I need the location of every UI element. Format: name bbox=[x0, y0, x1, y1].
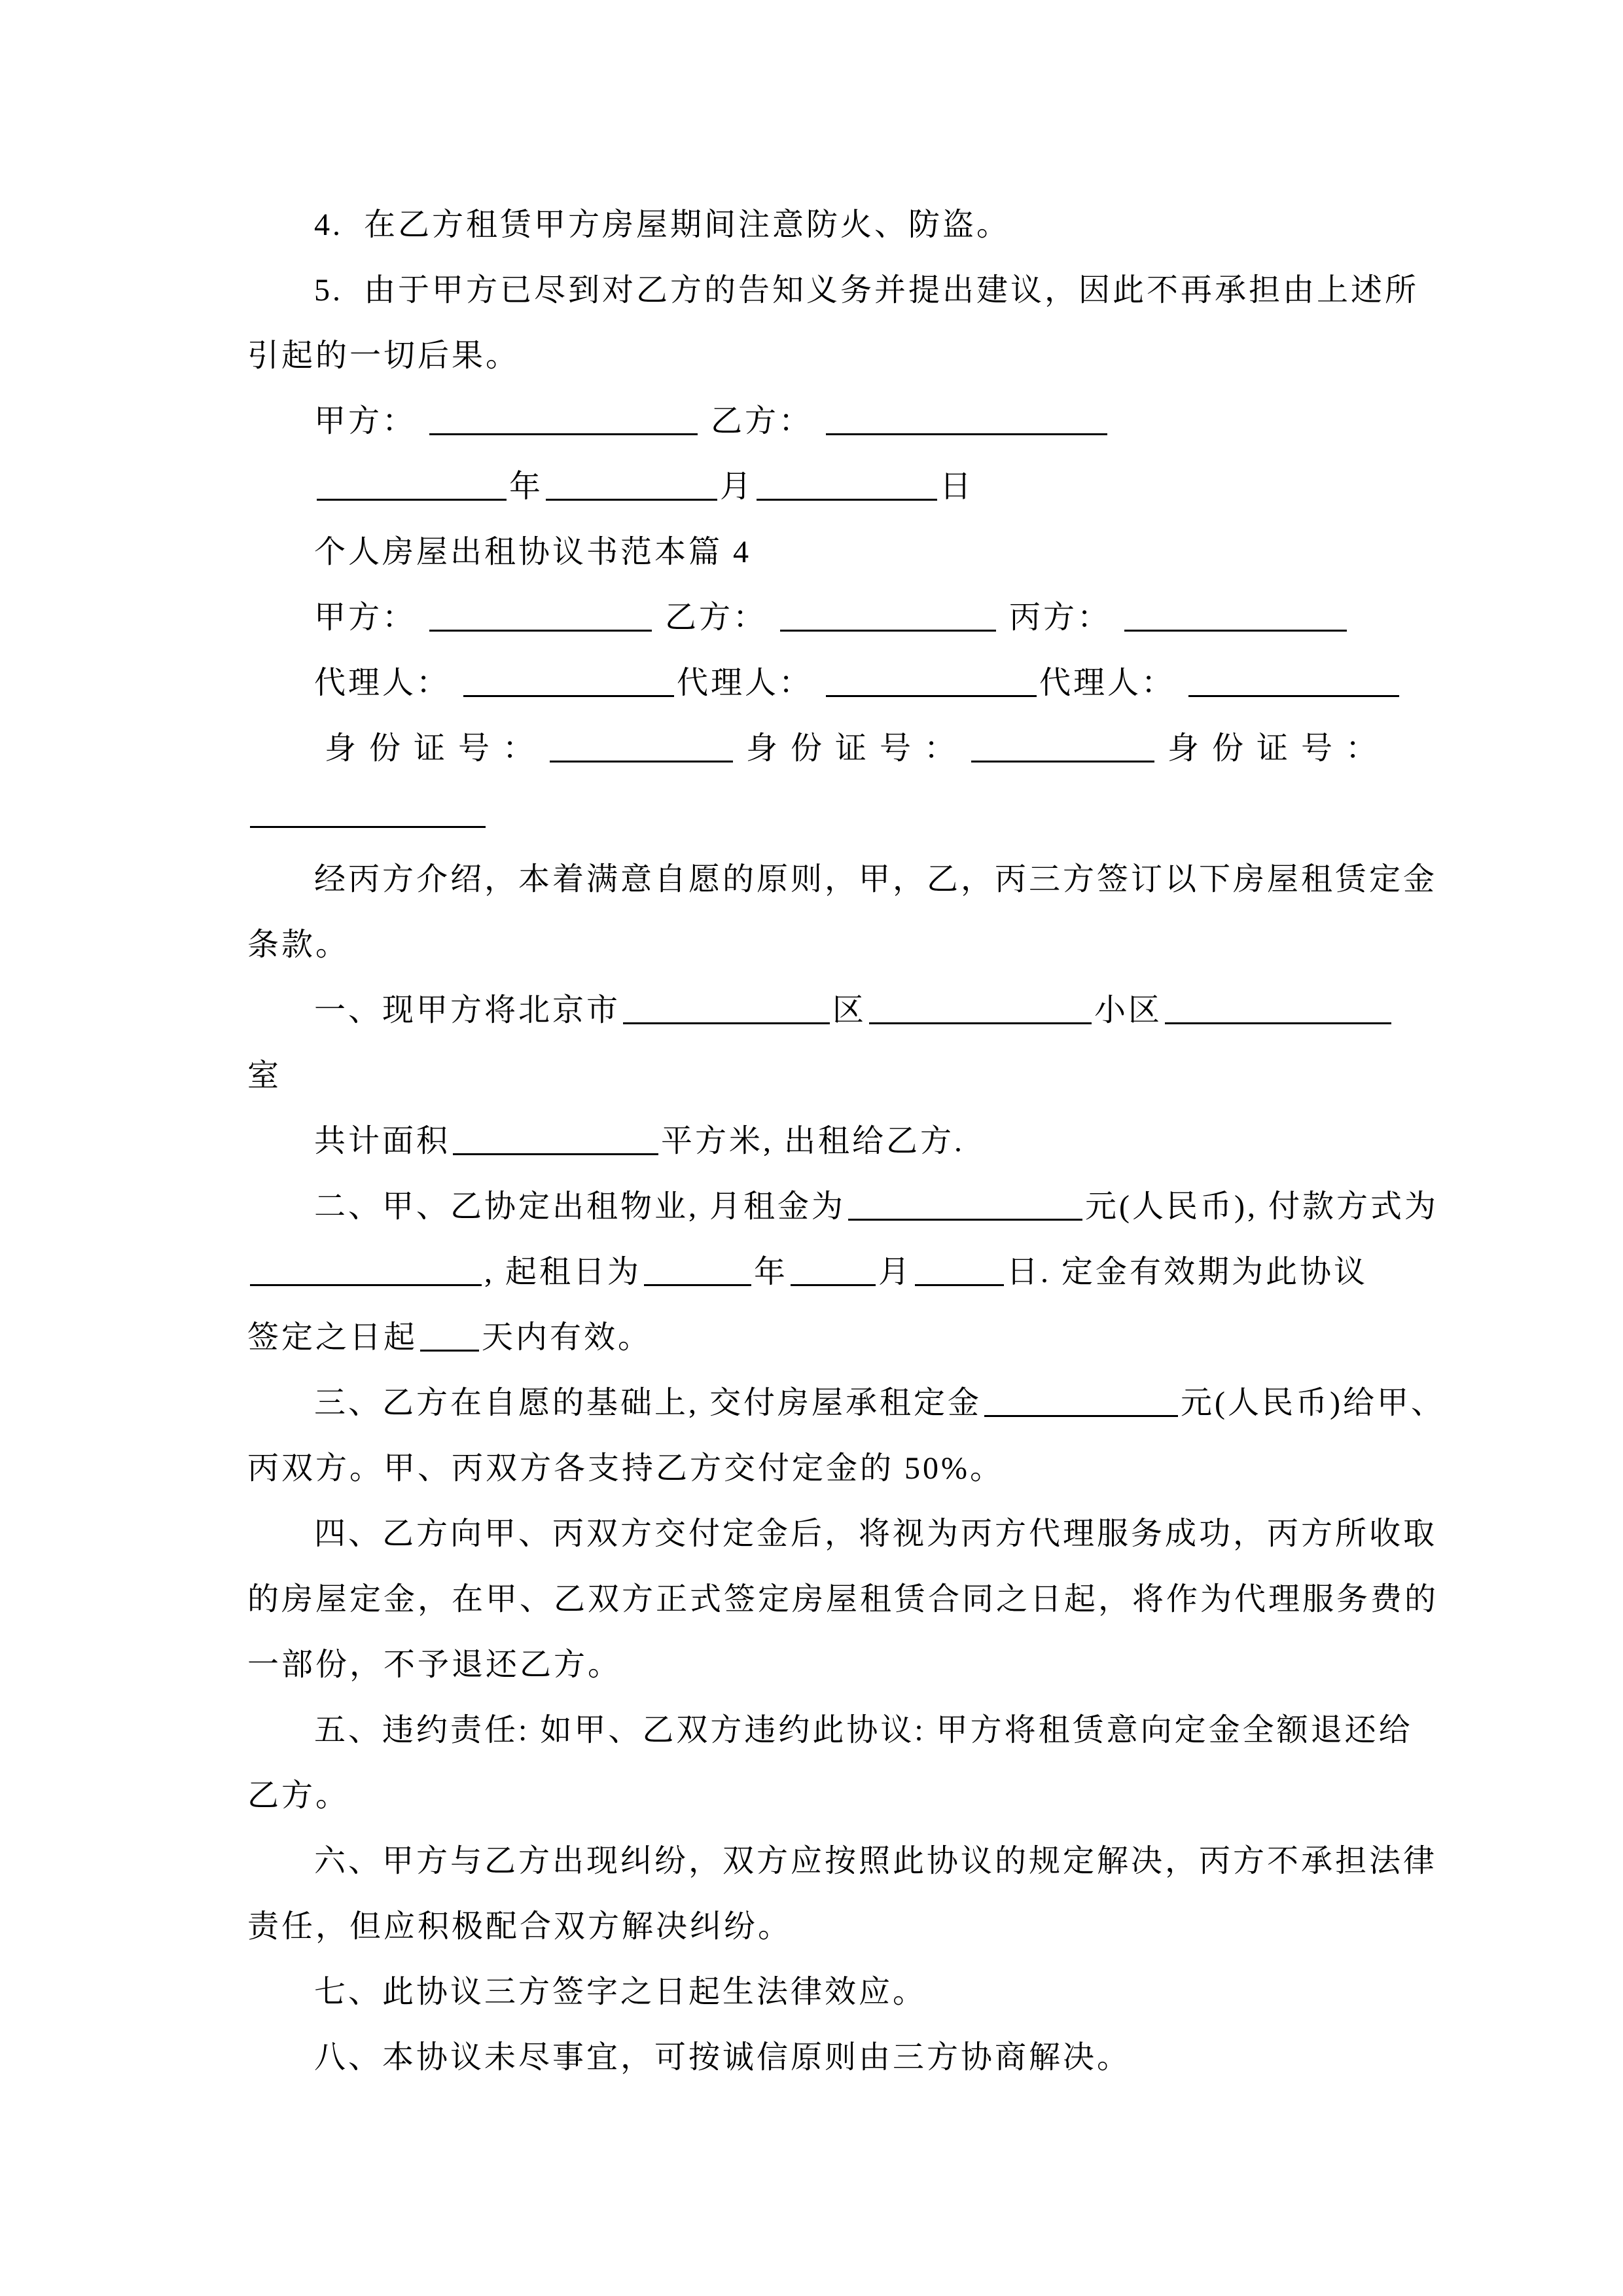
fill-in-blank bbox=[453, 1122, 658, 1155]
text-run: 八、本协议未尽事宜，可按诚信原则由三方协商解决。 bbox=[314, 2040, 1132, 2075]
id-numbers-line bbox=[247, 716, 1472, 781]
text-run: 代理人： bbox=[677, 666, 824, 700]
clause-1-location bbox=[247, 978, 1472, 1043]
clause-6-dispute bbox=[247, 1829, 1472, 1894]
text-run: 身 份 证 号 ： bbox=[314, 731, 548, 766]
text-run: 三、乙方在自愿的基础上, 交付房屋承租定金 bbox=[314, 1386, 982, 1420]
text-run: 年 bbox=[754, 1255, 789, 1289]
text-run: 四、乙方向甲、丙双方交付定金后，将视为丙方代理服务成功，丙方所收取 bbox=[314, 1516, 1438, 1551]
text-run: 区 bbox=[832, 993, 867, 1028]
text-run: 月 bbox=[720, 469, 755, 504]
text-run: 月 bbox=[878, 1255, 913, 1289]
text-run: 一部份，不予退还乙方。 bbox=[247, 1647, 622, 1682]
clause-8-other bbox=[247, 2025, 1472, 2090]
id-numbers-cont-blank bbox=[247, 781, 1472, 847]
fill-in-blank bbox=[250, 1253, 482, 1286]
fill-in-blank bbox=[546, 467, 717, 501]
intro-paragraph bbox=[247, 847, 1472, 912]
text-run: 二、甲、乙协定出租物业, 月租金为 bbox=[314, 1189, 846, 1224]
text-run: 元(人民币)给甲、 bbox=[1181, 1386, 1445, 1420]
clause-4-fire-theft bbox=[247, 192, 1472, 258]
fill-in-blank bbox=[984, 1384, 1178, 1417]
fill-in-blank bbox=[429, 402, 698, 435]
clause-5-breach bbox=[247, 1698, 1472, 1763]
clause-1-location-cont bbox=[247, 1043, 1472, 1109]
text-run: 丙双方。甲、丙双方各支持乙方交付定金的 50%。 bbox=[247, 1451, 1004, 1486]
text-run: 平方米, 出租给乙方. bbox=[661, 1124, 965, 1158]
text-run: 责任，但应积极配合双方解决纠纷。 bbox=[247, 1909, 793, 1944]
fill-in-blank bbox=[869, 991, 1092, 1024]
text-run: , 起租日为 bbox=[484, 1255, 642, 1289]
fill-in-blank bbox=[317, 467, 507, 501]
clause-2-rent bbox=[247, 1174, 1472, 1240]
text-run: 代理人： bbox=[1039, 666, 1186, 700]
clause-4-agency-cont1 bbox=[247, 1567, 1472, 1632]
text-run: 小区 bbox=[1094, 993, 1163, 1028]
text-run: 五、违约责任: 如甲、乙双方违约此协议: 甲方将租赁意向定金全额退还给 bbox=[314, 1713, 1413, 1748]
text-run: 丙方： bbox=[999, 600, 1122, 635]
fill-in-blank bbox=[250, 795, 486, 828]
text-run: 乙方： bbox=[700, 404, 824, 439]
document-title bbox=[247, 520, 1472, 585]
text-run: 甲方： bbox=[314, 404, 427, 439]
fill-in-blank bbox=[848, 1187, 1082, 1221]
fill-in-blank bbox=[757, 467, 937, 501]
fill-in-blank bbox=[826, 664, 1037, 697]
text-run: 条款。 bbox=[247, 927, 350, 962]
fill-in-blank bbox=[429, 598, 652, 632]
fill-in-blank bbox=[1165, 991, 1391, 1024]
text-run: 个人房屋出租协议书范本篇 4 bbox=[314, 535, 752, 569]
text-run: 签定之日起 bbox=[247, 1320, 418, 1355]
text-run: 甲方： bbox=[314, 600, 427, 635]
fill-in-blank bbox=[1124, 598, 1347, 632]
text-run: 5. 由于甲方已尽到对乙方的告知义务并提出建议，因此不再承担由上述所 bbox=[314, 273, 1419, 308]
fill-in-blank bbox=[791, 1253, 876, 1286]
text-run: 年 bbox=[509, 469, 544, 504]
parties-a-b-c bbox=[247, 585, 1472, 651]
clause-2-rent-cont1 bbox=[247, 1240, 1472, 1305]
fill-in-blank bbox=[623, 991, 830, 1024]
clause-2-rent-cont2 bbox=[247, 1305, 1472, 1371]
clause-4-agency-cont2 bbox=[247, 1632, 1472, 1698]
agents-line bbox=[247, 651, 1472, 716]
fill-in-blank bbox=[644, 1253, 751, 1286]
clause-3-deposit bbox=[247, 1371, 1472, 1436]
text-run: 六、甲方与乙方出现纠纷，双方应按照此协议的规定解决，丙方不承担法律 bbox=[314, 1844, 1438, 1878]
text-run: 室 bbox=[247, 1058, 282, 1093]
text-run: 元(人民币), 付款方式为 bbox=[1085, 1189, 1438, 1224]
clause-1-area bbox=[247, 1109, 1472, 1174]
fill-in-blank bbox=[420, 1318, 479, 1352]
text-run: 共计面积 bbox=[314, 1124, 451, 1158]
clause-7-effect bbox=[247, 1960, 1472, 2025]
intro-paragraph-cont bbox=[247, 912, 1472, 978]
text-run: 4. 在乙方租赁甲方房屋期间注意防火、防盗。 bbox=[314, 207, 1011, 242]
text-run: 乙方： bbox=[654, 600, 778, 635]
signature-date bbox=[247, 454, 1472, 520]
text-run: 的房屋定金，在甲、乙双方正式签定房屋租赁合同之日起，将作为代理服务费的 bbox=[247, 1582, 1439, 1617]
text-run: 乙方。 bbox=[247, 1778, 350, 1813]
fill-in-blank bbox=[463, 664, 674, 697]
signature-party-a-b bbox=[247, 389, 1472, 454]
fill-in-blank bbox=[550, 729, 733, 762]
text-run: 一、现甲方将北京市 bbox=[314, 993, 621, 1028]
text-run: 引起的一切后果。 bbox=[247, 338, 520, 373]
clause-5-notice-cont bbox=[247, 323, 1472, 389]
clause-6-dispute-cont bbox=[247, 1894, 1472, 1960]
text-run: 身 份 证 号 ： bbox=[736, 731, 969, 766]
fill-in-blank bbox=[971, 729, 1154, 762]
fill-in-blank bbox=[915, 1253, 1004, 1286]
text-run: 身 份 证 号 ： bbox=[1157, 731, 1380, 766]
text-run: 日. 定金有效期为此协议 bbox=[1007, 1255, 1368, 1289]
text-run: 经丙方介绍，本着满意自愿的原则，甲，乙，丙三方签订以下房屋租赁定金 bbox=[314, 862, 1438, 897]
clause-3-deposit-cont bbox=[247, 1436, 1472, 1501]
clause-4-agency bbox=[247, 1501, 1472, 1567]
fill-in-blank bbox=[826, 402, 1107, 435]
text-run: 代理人： bbox=[314, 666, 461, 700]
text-run: 日 bbox=[940, 469, 974, 504]
fill-in-blank bbox=[1188, 664, 1399, 697]
text-run: 天内有效。 bbox=[482, 1320, 652, 1355]
clause-5-breach-cont bbox=[247, 1763, 1472, 1829]
fill-in-blank bbox=[780, 598, 996, 632]
clause-5-notice bbox=[247, 258, 1472, 323]
text-run: 七、此协议三方签字之日起生法律效应。 bbox=[314, 1975, 927, 2009]
